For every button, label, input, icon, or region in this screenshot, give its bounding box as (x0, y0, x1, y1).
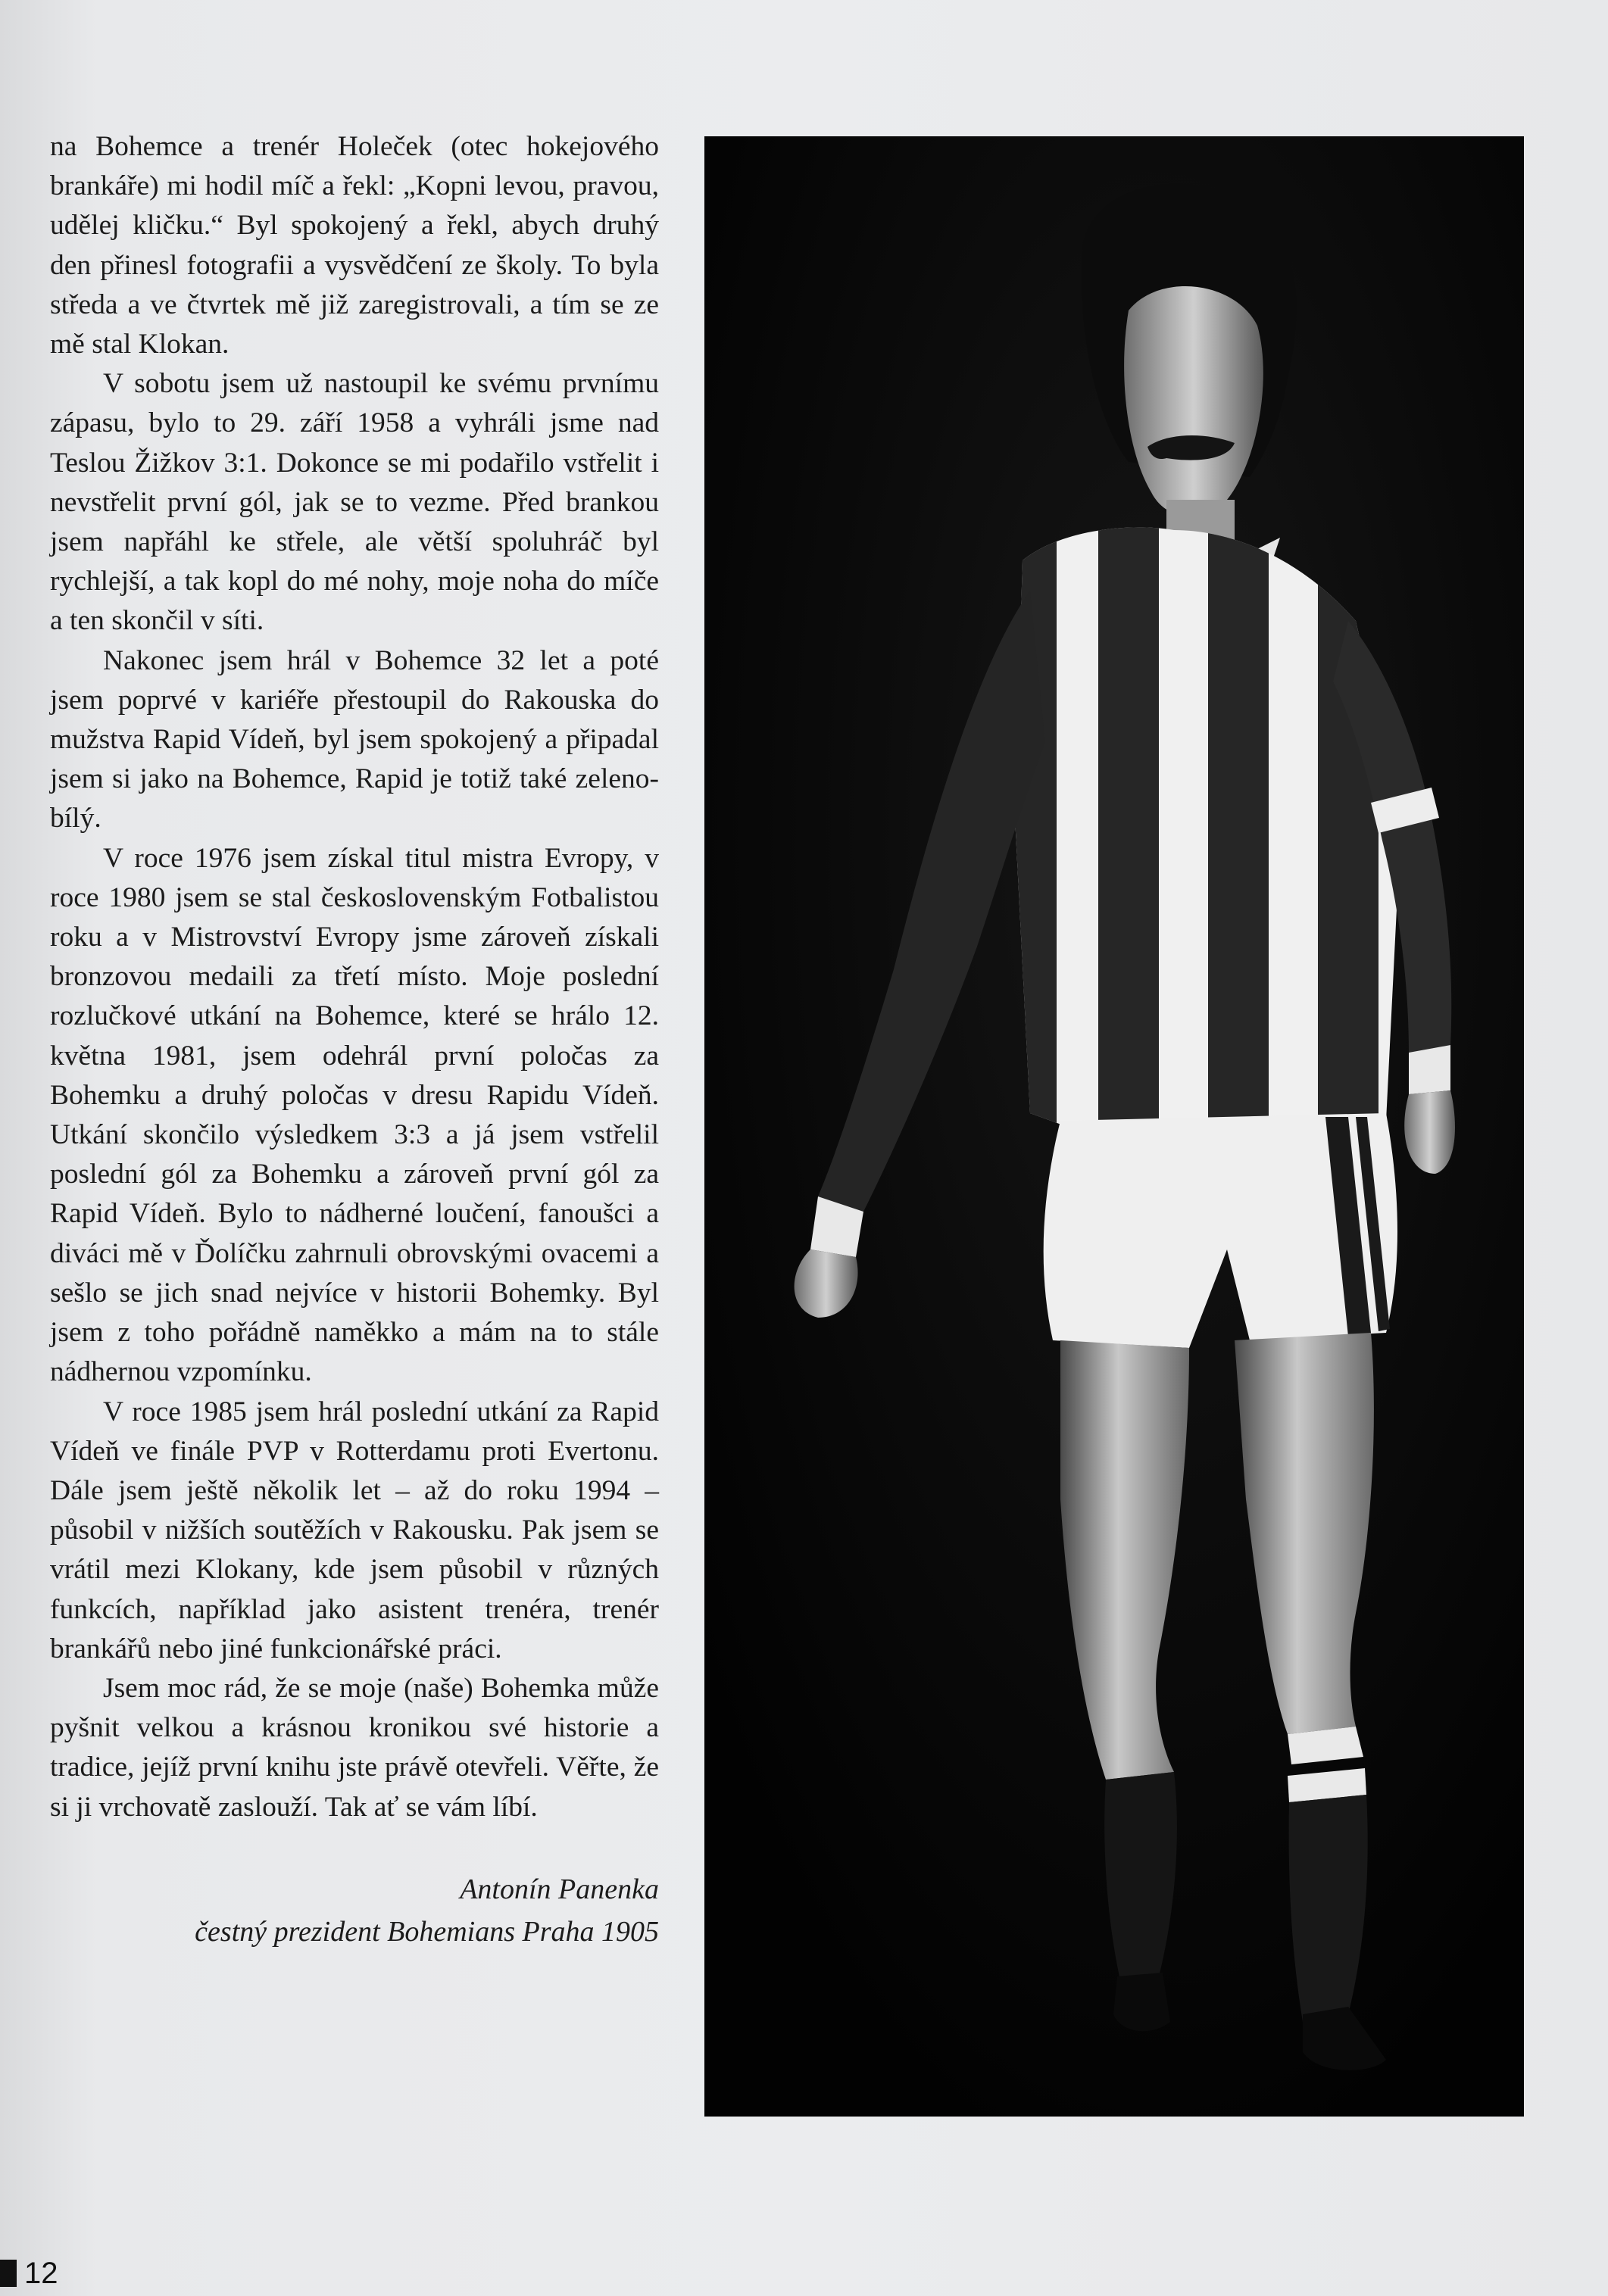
paragraph-5: V roce 1985 jsem hrál poslední utkání za Rapid Vídeň ve finále PVP v Rotterdamu proti Evertonu. Dále jsem ještě několik let – až do roku 1994 – působil v nižších soutěžích v Rakousku. Pak jsem se vrátil mezi Klokany, kde jsem působil v různých funkcích, například jako asistent trenéra, trenér brankářů nebo jiné funkcionářské práci. (50, 1396, 659, 1664)
article-text (50, 127, 659, 1953)
paragraph-2: V sobotu jsem už nastoupil ke svému prvnímu zápasu, bylo to 29. září 1958 a vyhráli jsme nad Teslou Žižkov 3:1. Dokonce se mi podařilo vstřelit i nevstřelit první gól, jak se to vezme. Před brankou jsem napřáhl ke střele, ale větší spoluhráč byl rychlejší, a tak kopl do mé nohy, moje noha do míče a ten skončil v síti. (50, 368, 659, 637)
page-footer (0, 2257, 58, 2290)
signature-name: Antonín Panenka (460, 1873, 659, 1905)
footballer-photo-illustration (704, 136, 1524, 2117)
signature-role: čestný prezident Bohemians Praha 1905 (195, 1915, 659, 1948)
page-marker-square (0, 2260, 17, 2287)
paragraph-3: Nakonec jsem hrál v Bohemce 32 let a poté jsem poprvé v kariéře přestoupil do Rakouska do mužstva Rapid Vídeň, byl jsem spokojený a připadal jsem si jako na Bohemce, Rapid je totiž také zeleno-bílý. (50, 644, 659, 834)
signature-block (50, 1868, 659, 1953)
footballer-photo (704, 136, 1524, 2117)
paragraph-6: Jsem moc rád, že se moje (naše) Bohemka může pyšnit velkou a krásnou kronikou své historie a tradice, jejíž první knihu jste právě otevřeli. Věřte, že si ji vrchovatě zaslouží. Tak ať se vám líbí. (50, 1672, 659, 1823)
page-number: 12 (24, 2257, 58, 2290)
paragraph-4: V roce 1976 jsem získal titul mistra Evropy, v roce 1980 jsem se stal československým Fotbalistou roku a v Mistrovství Evropy jsme zároveň získali bronzovou medaili za třetí místo. Moje poslední rozlučkové utkání na Bohemce, které se hrálo 12. května 1981, jsem odehrál první poločas za Bohemku a druhý poločas v dresu Rapidu Vídeň. Utkání skončilo výsledkem 3:3 a já jsem vstřelil poslední gól za Bohemku a zároveň první gól za Rapid Vídeň. Bylo to nádherné loučení, fanoušci a diváci mě v Ďolíčku zahrnuli obrovskými ovacemi a sešlo se jich snad nejvíce v historii Bohemky. Byl jsem z toho pořádně naměkko a mám na to stále nádhernou vzpomínku. (50, 842, 659, 1388)
paragraph-1: na Bohemce a trenér Holeček (otec hokejového brankáře) mi hodil míč a řekl: „Kopni levou, pravou, udělej kličku.“ Byl spokojený a řekl, abych druhý den přinesl fotografii a vysvědčení ze školy. To byla středa a ve čtvrtek mě již zaregistrovali, a tím se ze mě stal Klokan. (50, 131, 659, 360)
